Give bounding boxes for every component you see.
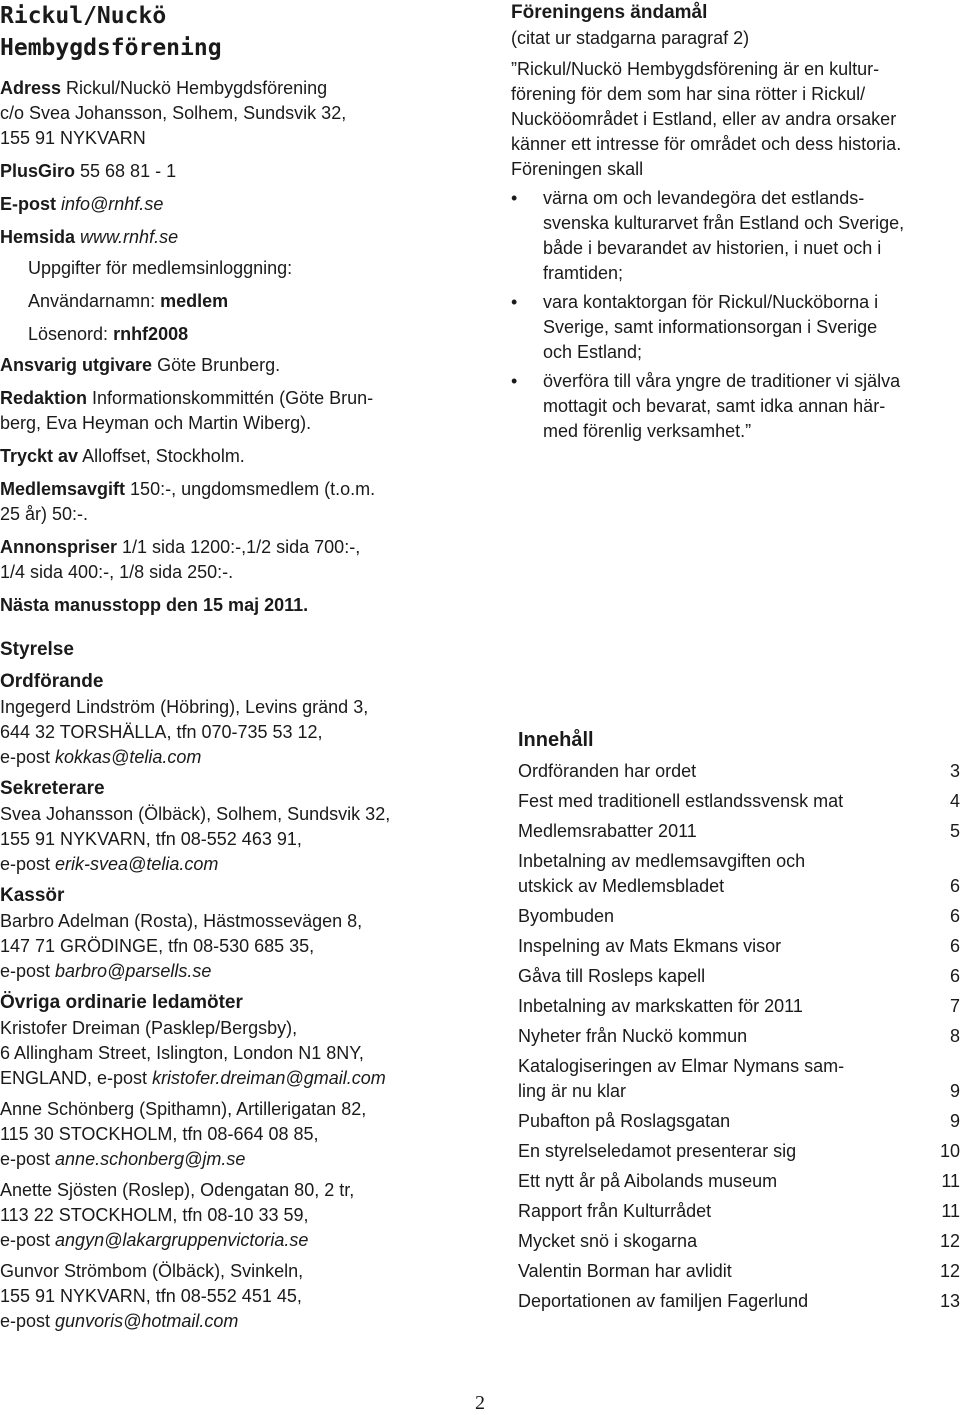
website bbox=[0, 225, 450, 250]
toc-entry[interactable] bbox=[518, 819, 960, 844]
chair-email-link[interactable]: kokkas@telia.com bbox=[55, 747, 202, 767]
plusgiro-value: 55 68 81 - 1 bbox=[75, 161, 177, 181]
member3-email-link[interactable]: angyn@lakargruppenvictoria.se bbox=[55, 1230, 309, 1250]
fee-label: Medlemsavgift bbox=[0, 479, 126, 499]
member3-email bbox=[0, 1228, 460, 1253]
quote-line1: ”Rickul/Nuckö Hembygdsförening är en kultur- bbox=[511, 59, 880, 79]
membership-fee bbox=[0, 477, 450, 527]
email-prefix: e-post bbox=[0, 1149, 56, 1169]
ads-value: 1/1 sida 1200:-,1/2 sida 700:-, bbox=[117, 537, 361, 557]
print-label: Tryckt av bbox=[0, 446, 79, 466]
toc-page-number: 4 bbox=[949, 791, 960, 811]
chair-title: Ordförande bbox=[0, 671, 104, 692]
toc-entry[interactable] bbox=[518, 849, 960, 899]
toc-list bbox=[518, 759, 960, 1314]
toc-entry[interactable] bbox=[518, 904, 960, 929]
bullet-line: mottagit och bevarat, samt idka annan här- bbox=[543, 396, 886, 416]
purpose-quote bbox=[511, 57, 960, 157]
treasurer-line1: Barbro Adelman (Rosta), Hästmossevägen 8, bbox=[0, 911, 363, 931]
toc-entry[interactable] bbox=[518, 759, 960, 784]
toc-entry-title: Fest med traditionell estlandssvensk mat bbox=[518, 791, 844, 811]
bullet-line: vara kontaktorgan för Rickul/Nucköborna i bbox=[543, 292, 879, 312]
secretary-line2: 155 91 NYKVARN, tfn 08-552 463 91, bbox=[0, 829, 302, 849]
publisher-label: Ansvarig utgivare bbox=[0, 355, 153, 375]
email bbox=[0, 192, 450, 217]
email-prefix: e-post bbox=[0, 1311, 56, 1331]
email-label: E-post bbox=[0, 194, 56, 214]
login-password bbox=[0, 322, 450, 347]
toc-page-number: 3 bbox=[949, 761, 960, 781]
toc-entry[interactable] bbox=[518, 994, 960, 1019]
toc-entry-title: Medlemsrabatter 2011 bbox=[518, 821, 697, 841]
toc-entry[interactable] bbox=[518, 1024, 960, 1049]
secretary-title: Sekreterare bbox=[0, 778, 105, 799]
editorial-label: Redaktion bbox=[0, 388, 88, 408]
treasurer-email bbox=[0, 959, 460, 984]
toc-entry-title: En styrelseledamot presenterar sig bbox=[518, 1141, 797, 1161]
page-number: 2 bbox=[475, 1392, 485, 1414]
toc-entry[interactable] bbox=[518, 1289, 960, 1314]
member4-line2: 155 91 NYKVARN, tfn 08-552 451 45, bbox=[0, 1286, 302, 1306]
address-line3: 155 91 NYKVARN bbox=[0, 128, 146, 148]
bullet-line: och Estland; bbox=[543, 342, 643, 362]
bullet-line: framtiden; bbox=[543, 263, 624, 283]
secretary-email-link[interactable]: erik-svea@telia.com bbox=[55, 854, 219, 874]
purpose-heading: Föreningens ändamål bbox=[511, 2, 708, 23]
login-intro: Uppgifter för medlemsinloggning: bbox=[28, 258, 293, 278]
plusgiro bbox=[0, 159, 450, 184]
bullet-line: svenska kulturarvet från Estland och Sverige, bbox=[543, 213, 905, 233]
treasurer-title: Kassör bbox=[0, 885, 65, 906]
toc-entry-title-cont: ling är nu klar bbox=[518, 1081, 627, 1101]
ad-prices bbox=[0, 535, 450, 585]
toc-entry-title: Inbetalning av medlemsavgiften och bbox=[518, 851, 806, 871]
ads-line2: 1/4 sida 400:-, 1/8 sida 250:-. bbox=[0, 562, 234, 582]
toc-entry-title: Deportationen av familjen Fagerlund bbox=[518, 1291, 809, 1311]
email-prefix: e-post bbox=[0, 854, 56, 874]
member1-email-link[interactable]: kristofer.dreiman@gmail.com bbox=[152, 1068, 386, 1088]
purpose-list bbox=[511, 186, 960, 444]
website-link[interactable]: www.rnhf.se bbox=[75, 227, 179, 247]
password-label: Lösenord: bbox=[28, 324, 114, 344]
ads-label: Annonspriser bbox=[0, 537, 118, 557]
list-item bbox=[511, 369, 960, 444]
member1-line2: 6 Allingham Street, Islington, London N1 8NY, bbox=[0, 1043, 364, 1063]
login-username bbox=[0, 289, 450, 314]
member1-email bbox=[0, 1066, 460, 1091]
toc-page-number: 10 bbox=[939, 1141, 960, 1161]
website-label: Hemsida bbox=[0, 227, 76, 247]
association-name-line1: Rickul/Nuckö bbox=[0, 3, 167, 29]
purpose-section bbox=[511, 0, 960, 444]
toc-page-number: 11 bbox=[941, 1201, 960, 1221]
bullet-line: med förenlig verksamhet.” bbox=[543, 421, 752, 441]
toc-page-number: 5 bbox=[949, 821, 960, 841]
toc-entry-title: Rapport från Kulturrådet bbox=[518, 1201, 712, 1221]
toc-page-number: 12 bbox=[939, 1261, 960, 1281]
toc-entry[interactable] bbox=[518, 934, 960, 959]
toc-page-number: 7 bbox=[949, 996, 960, 1016]
editorial-line2: berg, Eva Heyman och Martin Wiberg). bbox=[0, 413, 312, 433]
toc-page-number: 11 bbox=[941, 1171, 960, 1191]
treasurer-email-link[interactable]: barbro@parsells.se bbox=[55, 961, 212, 981]
editorial-value: Informationskommittén (Göte Brun- bbox=[87, 388, 374, 408]
bullet-line: Sverige, samt informationsorgan i Sverige bbox=[543, 317, 878, 337]
bullet-line: både i bevarandet av historien, i nuet och i bbox=[543, 238, 882, 258]
toc-entry[interactable] bbox=[518, 1259, 960, 1284]
association-name bbox=[0, 0, 450, 64]
toc-page-number: 6 bbox=[949, 906, 960, 926]
plusgiro-label: PlusGiro bbox=[0, 161, 76, 181]
member4-email bbox=[0, 1309, 460, 1334]
toc-entry-title: Ett nytt år på Aibolands museum bbox=[518, 1171, 778, 1191]
board-heading: Styrelse bbox=[0, 639, 74, 660]
toc-entry[interactable] bbox=[518, 1169, 960, 1194]
table-of-contents bbox=[518, 727, 960, 1314]
toc-entry-title: Byombuden bbox=[518, 906, 615, 926]
toc-entry[interactable] bbox=[518, 789, 960, 814]
chair-line1: Ingegerd Lindström (Höbring), Levins gränd 3, bbox=[0, 697, 369, 717]
email-prefix: ENGLAND, e-post bbox=[0, 1068, 153, 1088]
toc-page-number: 13 bbox=[939, 1291, 960, 1311]
deadline: Nästa manusstopp den 15 maj 2011. bbox=[0, 595, 309, 615]
email-link[interactable]: info@rnhf.se bbox=[56, 194, 164, 214]
toc-entry-title: Gåva till Rosleps kapell bbox=[518, 966, 706, 986]
printer bbox=[0, 444, 450, 469]
member2-email bbox=[0, 1147, 460, 1172]
others-title: Övriga ordinarie ledamöter bbox=[0, 992, 243, 1013]
address-line2: c/o Svea Johansson, Solhem, Sundsvik 32, bbox=[0, 103, 347, 123]
bullet-line: värna om och levandegöra det estlands- bbox=[543, 188, 865, 208]
bullet-line: överföra till våra yngre de traditioner vi själva bbox=[543, 371, 901, 391]
editorial bbox=[0, 386, 450, 436]
password-value: rnhf2008 bbox=[113, 324, 189, 344]
toc-page-number: 9 bbox=[949, 1081, 960, 1101]
toc-entry[interactable] bbox=[518, 1199, 960, 1224]
toc-entry[interactable] bbox=[518, 1139, 960, 1164]
chair-line2: 644 32 TORSHÄLLA, tfn 070-735 53 12, bbox=[0, 722, 323, 742]
member2-line1: Anne Schönberg (Spithamn), Artillerigatan 82, bbox=[0, 1099, 367, 1119]
quote-line2: förening för dem som har sina rötter i Rickul/ bbox=[511, 84, 866, 104]
toc-page-number: 6 bbox=[949, 876, 960, 896]
toc-entry[interactable] bbox=[518, 964, 960, 989]
bullet-icon: • bbox=[511, 292, 518, 312]
toc-entry[interactable] bbox=[518, 1109, 960, 1134]
quote-line3: Nuckööområdet i Estland, eller av andra orsaker bbox=[511, 109, 897, 129]
purpose-subheading: (citat ur stadgarna paragraf 2) bbox=[511, 28, 750, 48]
member2-email-link[interactable]: anne.schonberg@jm.se bbox=[55, 1149, 246, 1169]
publisher-value: Göte Brunberg. bbox=[152, 355, 281, 375]
list-item bbox=[511, 290, 960, 365]
toc-page-number: 9 bbox=[949, 1111, 960, 1131]
purpose-intro: Föreningen skall bbox=[511, 159, 644, 179]
member3-line2: 113 22 STOCKHOLM, tfn 08-10 33 59, bbox=[0, 1205, 309, 1225]
address-value: Rickul/Nuckö Hembygdsförening bbox=[61, 78, 328, 98]
chair-email bbox=[0, 745, 460, 770]
association-name-line2: Hembygdsförening bbox=[0, 35, 222, 61]
email-prefix: e-post bbox=[0, 1230, 56, 1250]
toc-entry-title: Inspelning av Mats Ekmans visor bbox=[518, 936, 782, 956]
address-block bbox=[0, 76, 450, 151]
toc-entry-title: Valentin Borman har avlidit bbox=[518, 1261, 732, 1281]
secretary-line1: Svea Johansson (Ölbäck), Solhem, Sundsvik 32, bbox=[0, 804, 391, 824]
toc-entry-title: Pubafton på Roslagsgatan bbox=[518, 1111, 731, 1131]
toc-heading: Innehåll bbox=[518, 729, 594, 751]
email-prefix: e-post bbox=[0, 961, 56, 981]
member3-line1: Anette Sjösten (Roslep), Odengatan 80, 2 tr, bbox=[0, 1180, 355, 1200]
username-label: Användarnamn: bbox=[28, 291, 161, 311]
toc-page-number: 8 bbox=[949, 1026, 960, 1046]
treasurer-line2: 147 71 GRÖDINGE, tfn 08-530 685 35, bbox=[0, 936, 315, 956]
toc-page-number: 6 bbox=[949, 936, 960, 956]
publisher bbox=[0, 353, 450, 378]
masthead-column bbox=[0, 0, 450, 618]
toc-entry-title: Nyheter från Nuckö kommun bbox=[518, 1026, 748, 1046]
list-item bbox=[511, 186, 960, 286]
toc-entry[interactable] bbox=[518, 1229, 960, 1254]
email-prefix: e-post bbox=[0, 747, 56, 767]
fee-line2: 25 år) 50:-. bbox=[0, 504, 89, 524]
member4-line1: Gunvor Strömbom (Ölbäck), Svinkeln, bbox=[0, 1261, 304, 1281]
secretary-email bbox=[0, 852, 460, 877]
toc-entry-title: Inbetalning av markskatten för 2011 bbox=[518, 996, 803, 1016]
member1-line1: Kristofer Dreiman (Pasklep/Bergsby), bbox=[0, 1018, 298, 1038]
toc-page-number: 12 bbox=[939, 1231, 960, 1251]
toc-page-number: 6 bbox=[949, 966, 960, 986]
bullet-icon: • bbox=[511, 371, 518, 391]
toc-entry[interactable] bbox=[518, 1054, 960, 1104]
fee-value: 150:-, ungdomsmedlem (t.o.m. bbox=[125, 479, 376, 499]
quote-line4: känner ett intresse för området och dess historia. bbox=[511, 134, 902, 154]
toc-entry-title: Mycket snö i skogarna bbox=[518, 1231, 698, 1251]
member4-email-link[interactable]: gunvoris@hotmail.com bbox=[55, 1311, 239, 1331]
member2-line2: 115 30 STOCKHOLM, tfn 08-664 08 85, bbox=[0, 1124, 319, 1144]
board-section bbox=[0, 637, 460, 1334]
bullet-icon: • bbox=[511, 188, 518, 208]
toc-entry-title: Ordföranden har ordet bbox=[518, 761, 697, 781]
toc-entry-title: Katalogiseringen av Elmar Nymans sam- bbox=[518, 1056, 845, 1076]
address-label: Adress bbox=[0, 78, 62, 98]
username-value: medlem bbox=[160, 291, 229, 311]
toc-entry-title-cont: utskick av Medlemsbladet bbox=[518, 876, 725, 896]
print-value: Alloffset, Stockholm. bbox=[78, 446, 245, 466]
